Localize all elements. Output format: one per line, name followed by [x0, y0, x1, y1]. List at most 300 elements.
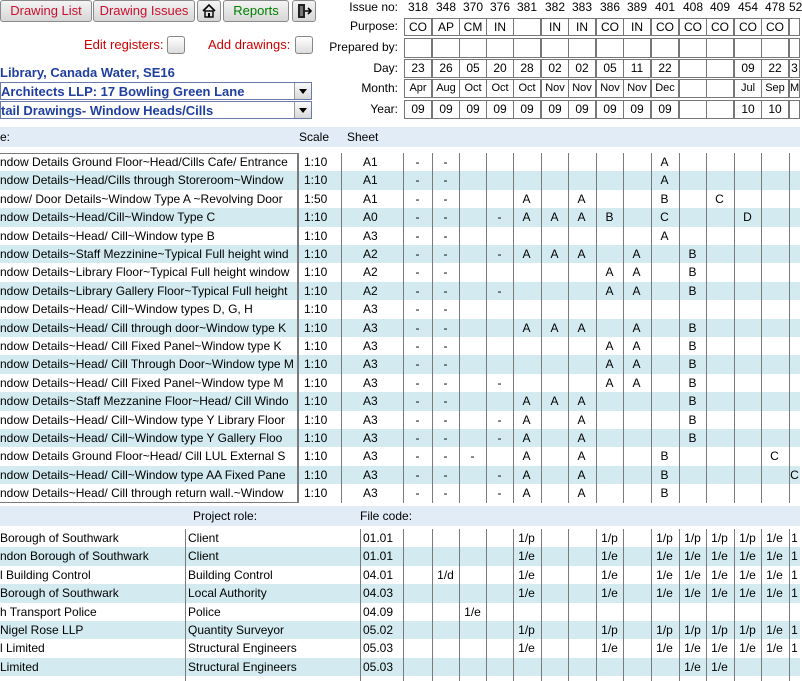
revision-cell[interactable]: -: [415, 320, 420, 335]
issue-month[interactable]: M: [789, 79, 800, 98]
distribution-cell[interactable]: 1/e: [766, 567, 783, 582]
revision-cell[interactable]: -: [443, 486, 448, 501]
revision-cell[interactable]: -: [497, 283, 502, 298]
issue-year[interactable]: 09: [651, 100, 679, 119]
distribution-cell[interactable]: 1/p: [711, 531, 728, 545]
distribution-cell[interactable]: 1/e: [766, 623, 783, 637]
distribution-cell[interactable]: 1/e: [518, 586, 535, 601]
drawing-scale: 1:10: [304, 357, 328, 372]
issue-year[interactable]: [789, 100, 800, 119]
issue-year[interactable]: [706, 100, 734, 119]
issue-day[interactable]: 02: [541, 59, 569, 78]
issue-number: 376: [489, 0, 511, 14]
revision-cell[interactable]: -: [443, 228, 448, 243]
edit-registers-checkbox[interactable]: [167, 36, 185, 54]
distribution-cell[interactable]: 1/e: [464, 604, 481, 619]
distribution-cell[interactable]: 1/e: [656, 567, 673, 582]
issue-number: 401: [654, 0, 676, 14]
distribution-cell[interactable]: 1/p: [711, 623, 728, 637]
distribution-cell[interactable]: 1/e: [766, 531, 783, 545]
list-item[interactable]: [0, 639, 800, 657]
revision-cell[interactable]: A: [577, 431, 586, 445]
drawing-title[interactable]: ndow Details~Staff Mezzanine Floor~Head/ Cill Windo: [0, 394, 289, 409]
revision-cell[interactable]: A: [522, 467, 531, 482]
issue-purpose[interactable]: CO: [596, 18, 624, 36]
edit-registers-label: Edit registers:: [84, 37, 164, 52]
revision-cell[interactable]: A: [632, 357, 641, 372]
revision-cell[interactable]: A: [577, 320, 586, 335]
issue-year[interactable]: 09: [568, 100, 596, 119]
revision-cell[interactable]: -: [415, 357, 420, 372]
drawing-scale: 1:10: [304, 173, 328, 188]
issue-month[interactable]: Nov: [541, 79, 569, 98]
revision-cell[interactable]: C: [715, 191, 724, 206]
issue-purpose[interactable]: IN: [486, 18, 514, 36]
distribution-cell[interactable]: 1/e: [601, 567, 618, 582]
issue-day[interactable]: [706, 59, 734, 78]
chevron-down-icon[interactable]: [294, 102, 311, 118]
revision-cell[interactable]: A: [522, 191, 531, 206]
distribution-cell[interactable]: 1/e: [684, 567, 701, 582]
drawing-title[interactable]: ndow Details~Head/ Cill through return wall.~Window: [0, 486, 284, 501]
distribution-cell[interactable]: 1/p: [684, 623, 701, 637]
revision-cell[interactable]: B: [688, 265, 697, 280]
drawing-title[interactable]: ndow Details~Head/Cills through Storeroom~Window: [0, 173, 284, 188]
revision-cell[interactable]: A: [522, 247, 531, 261]
revision-cell[interactable]: A: [577, 394, 586, 409]
distribution-cell[interactable]: 1/p: [656, 531, 673, 545]
issue-month[interactable]: Dec: [651, 79, 679, 98]
issue-year[interactable]: 09: [623, 100, 651, 119]
revision-cell[interactable]: -: [443, 155, 448, 169]
architect-select[interactable]: [0, 82, 312, 100]
drawing-title[interactable]: ndow Details~Library Gallery Floor~Typical Full height: [0, 283, 288, 298]
grid-line: [623, 153, 624, 503]
drawing-scale: 1:10: [304, 394, 328, 409]
distribution-cell[interactable]: 1/e: [739, 586, 756, 601]
drawing-sheet: A0: [363, 210, 378, 225]
revision-cell[interactable]: -: [443, 431, 448, 445]
issue-prepared-by[interactable]: [486, 38, 514, 58]
issue-month[interactable]: Oct: [459, 79, 487, 98]
project-role-column-header: Project role:: [193, 509, 258, 523]
distribution-cell[interactable]: 1/e: [601, 641, 618, 656]
issue-prepared-by[interactable]: [789, 38, 800, 58]
revision-cell[interactable]: B: [688, 357, 697, 372]
distribution-cell[interactable]: 1/e: [518, 549, 535, 564]
exit-button[interactable]: [292, 0, 316, 22]
issue-day[interactable]: 22: [651, 59, 679, 78]
issue-day[interactable]: 11: [623, 59, 651, 78]
issue-year[interactable]: 09: [459, 100, 487, 119]
drawing-sheet: A3: [363, 449, 378, 464]
drawing-sheet: A2: [363, 265, 378, 280]
revision-cell[interactable]: -: [415, 210, 420, 225]
issue-month[interactable]: Apr: [404, 79, 432, 98]
revision-cell[interactable]: A: [577, 247, 586, 261]
revision-cell[interactable]: A: [605, 283, 614, 298]
issue-day[interactable]: 09: [734, 59, 762, 78]
issue-day[interactable]: [679, 59, 707, 78]
issue-prepared-by[interactable]: [459, 38, 487, 58]
list-item[interactable]: [0, 584, 800, 602]
revision-cell[interactable]: -: [443, 412, 448, 427]
revision-cell[interactable]: -: [443, 173, 448, 188]
distribution-cell[interactable]: 1/e: [601, 586, 618, 601]
revision-cell[interactable]: B: [688, 431, 697, 445]
distribution-cell[interactable]: 1/e: [739, 567, 756, 582]
drawing-title[interactable]: ndow Details~Library Floor~Typical Full height window: [0, 265, 290, 280]
issue-prepared-by[interactable]: [734, 38, 762, 58]
recipient-name: Limited: [0, 659, 39, 674]
revision-cell[interactable]: -: [415, 155, 420, 169]
issue-month[interactable]: [706, 79, 734, 98]
add-drawings-checkbox[interactable]: [295, 36, 313, 54]
distribution-cell[interactable]: 1/e: [766, 549, 783, 564]
revision-cell[interactable]: -: [443, 265, 448, 280]
issue-prepared-by[interactable]: [596, 38, 624, 58]
drawing-list-button[interactable]: Drawing List: [0, 0, 92, 22]
revision-cell[interactable]: -: [415, 173, 420, 188]
issue-year[interactable]: 09: [596, 100, 624, 119]
list-item[interactable]: [0, 658, 800, 676]
distribution-cell[interactable]: 1: [791, 531, 798, 545]
distribution-cell[interactable]: 1/p: [739, 531, 756, 545]
issue-day[interactable]: 22: [761, 59, 789, 78]
distribution-cell[interactable]: 1/p: [518, 531, 535, 545]
issue-year[interactable]: 09: [541, 100, 569, 119]
issue-purpose[interactable]: [513, 18, 541, 36]
issue-prepared-by[interactable]: [651, 38, 679, 58]
revision-cell[interactable]: -: [443, 394, 448, 409]
drawing-title[interactable]: ndow Details~Head/ Cill through door~Window type K: [0, 320, 287, 335]
revision-cell[interactable]: B: [660, 191, 669, 206]
revision-cell[interactable]: -: [415, 283, 420, 298]
revision-cell[interactable]: A: [605, 375, 614, 390]
revision-cell[interactable]: C: [660, 210, 669, 225]
distribution-cell[interactable]: 1/p: [601, 531, 618, 545]
distribution-cell[interactable]: 1/e: [656, 549, 673, 564]
issue-day[interactable]: 05: [596, 59, 624, 78]
distribution-cell[interactable]: 1/e: [711, 567, 728, 582]
revision-cell[interactable]: A: [550, 320, 559, 335]
home-button[interactable]: [197, 0, 221, 22]
grid-line: [432, 153, 433, 503]
issue-prepared-by[interactable]: [568, 38, 596, 58]
revision-cell[interactable]: A: [632, 339, 641, 353]
revision-cell[interactable]: -: [443, 339, 448, 353]
revision-cell[interactable]: -: [470, 449, 475, 464]
issue-year[interactable]: [679, 100, 707, 119]
distribution-cell[interactable]: 1/e: [711, 549, 728, 564]
drawing-title[interactable]: ndow Details~Head/ Cill~Window type Y Library Floor: [0, 412, 286, 427]
chevron-down-icon[interactable]: [294, 83, 311, 99]
revision-cell[interactable]: -: [415, 467, 420, 482]
revision-cell[interactable]: A: [577, 486, 586, 501]
revision-cell[interactable]: B: [688, 412, 697, 427]
issue-purpose[interactable]: CO: [734, 18, 762, 36]
issue-day[interactable]: 20: [486, 59, 514, 78]
revision-cell[interactable]: A: [577, 210, 586, 225]
issue-month[interactable]: Nov: [623, 79, 651, 98]
revision-cell[interactable]: A: [550, 210, 559, 225]
revision-cell[interactable]: B: [688, 320, 697, 335]
distribution-cell[interactable]: 1/e: [766, 641, 783, 656]
drawing-title[interactable]: ndow Details~Head/ Cill~Window type B: [0, 228, 215, 243]
drawing-table-header: [0, 127, 800, 147]
revision-cell[interactable]: -: [497, 210, 502, 225]
toolbar: [0, 0, 322, 24]
distribution-cell[interactable]: 1/e: [518, 567, 535, 582]
drawing-title[interactable]: ndow Details~Staff Mezzinine~Typical Full height wind: [0, 247, 289, 261]
revision-cell[interactable]: A: [605, 357, 614, 372]
revision-cell[interactable]: A: [632, 375, 641, 390]
revision-cell[interactable]: -: [443, 320, 448, 335]
revision-cell[interactable]: -: [443, 302, 448, 317]
revision-cell[interactable]: A: [660, 173, 669, 188]
revision-cell[interactable]: -: [443, 449, 448, 464]
recipient-file-code: 04.09: [363, 604, 394, 619]
drawing-title[interactable]: ndow/ Door Details~Window Type A ~Revolving Door: [0, 191, 283, 206]
revision-cell[interactable]: A: [660, 155, 669, 169]
issue-day[interactable]: 28: [513, 59, 541, 78]
revision-cell[interactable]: -: [415, 449, 420, 464]
revision-cell[interactable]: A: [632, 320, 641, 335]
revision-cell[interactable]: -: [497, 486, 502, 501]
revision-cell[interactable]: C: [770, 449, 779, 464]
list-item[interactable]: [0, 566, 800, 584]
issue-purpose[interactable]: IN: [541, 18, 569, 36]
distribution-cell[interactable]: 1/e: [711, 659, 728, 674]
issue-month[interactable]: Jul: [734, 79, 762, 98]
drawing-title[interactable]: ndow Details~Head/ Cill Through Door~Window type M: [0, 357, 294, 372]
distribution-cell[interactable]: 1/e: [684, 641, 701, 656]
revision-cell[interactable]: B: [688, 283, 697, 298]
revision-cell[interactable]: A: [522, 210, 531, 225]
distribution-cell[interactable]: 1/e: [739, 549, 756, 564]
issue-day[interactable]: 05: [459, 59, 487, 78]
drawing-title[interactable]: ndow Details~Head/Cill~Window Type C: [0, 210, 216, 225]
revision-cell[interactable]: -: [415, 339, 420, 353]
revision-cell[interactable]: -: [497, 431, 502, 445]
revision-cell[interactable]: B: [660, 449, 669, 464]
issue-prepared-by[interactable]: [761, 38, 789, 58]
revision-cell[interactable]: A: [522, 412, 531, 427]
drawing-title[interactable]: ndow Details~Head/ Cill~Window type AA Fixed Pane: [0, 467, 286, 482]
distribution-cell[interactable]: 1/p: [684, 531, 701, 545]
file-code-column-header: File code:: [360, 509, 413, 523]
revision-cell[interactable]: B: [688, 339, 697, 353]
drawing-scale: 1:10: [304, 228, 328, 243]
distribution-cell[interactable]: 1/e: [656, 586, 673, 601]
grid-line: [761, 529, 762, 681]
issue-purpose[interactable]: CM: [459, 18, 487, 36]
distribution-cell[interactable]: 1/e: [518, 641, 535, 656]
revision-cell[interactable]: -: [415, 228, 420, 243]
revision-cell[interactable]: -: [415, 375, 420, 390]
revision-cell[interactable]: A: [522, 431, 531, 445]
recipient-name: Borough of Southwark: [0, 586, 119, 601]
revision-cell[interactable]: A: [522, 394, 531, 409]
revision-cell[interactable]: B: [605, 210, 614, 225]
issue-purpose[interactable]: [789, 18, 800, 36]
drawing-title[interactable]: ndow Details Ground Floor~Head/ Cill LUL External S: [0, 449, 286, 464]
drawing-title[interactable]: ndow Details~Head/ Cill Fixed Panel~Window type M: [0, 375, 284, 390]
recipient-role: Structural Engineers: [188, 659, 297, 674]
revision-cell[interactable]: -: [497, 467, 502, 482]
distribution-cell[interactable]: 1: [791, 623, 798, 637]
revision-cell[interactable]: A: [577, 412, 586, 427]
reports-button[interactable]: Reports: [223, 0, 289, 22]
drawing-sheet: A3: [363, 412, 378, 427]
issue-prepared-by[interactable]: [706, 38, 734, 58]
issue-prepared-by[interactable]: [513, 38, 541, 58]
month-label: Month:: [361, 81, 398, 95]
distribution-cell[interactable]: 1/e: [739, 641, 756, 656]
issue-month[interactable]: Nov: [568, 79, 596, 98]
revision-cell[interactable]: B: [688, 247, 697, 261]
grid-line: [734, 153, 735, 503]
distribution-cell[interactable]: 1/e: [711, 641, 728, 656]
distribution-cell[interactable]: 1/e: [684, 549, 701, 564]
grid-line: [651, 153, 652, 503]
issue-year[interactable]: 09: [486, 100, 514, 119]
revision-cell[interactable]: -: [415, 302, 420, 317]
revision-cell[interactable]: A: [605, 265, 614, 280]
revision-cell[interactable]: -: [497, 247, 502, 261]
revision-cell[interactable]: B: [660, 486, 669, 501]
distribution-cell[interactable]: 1/e: [684, 586, 701, 601]
issue-purpose[interactable]: IN: [623, 18, 651, 36]
revision-cell[interactable]: B: [688, 375, 697, 390]
revision-cell[interactable]: A: [522, 320, 531, 335]
distribution-cell[interactable]: 1/p: [518, 623, 535, 637]
list-item[interactable]: [0, 547, 800, 565]
revision-cell[interactable]: D: [743, 210, 752, 225]
revision-cell[interactable]: A: [522, 449, 531, 464]
issue-day[interactable]: 23: [404, 59, 432, 78]
distribution-cell[interactable]: 1/p: [739, 623, 756, 637]
revision-cell[interactable]: A: [577, 191, 586, 206]
issue-month[interactable]: Nov: [596, 79, 624, 98]
revision-cell[interactable]: A: [522, 486, 531, 501]
issue-day[interactable]: 3: [789, 59, 800, 78]
issue-month[interactable]: Sep: [761, 79, 789, 98]
revision-cell[interactable]: B: [660, 467, 669, 482]
list-item[interactable]: [0, 603, 800, 621]
issue-purpose[interactable]: CO: [679, 18, 707, 36]
issue-month[interactable]: [679, 79, 707, 98]
revision-cell[interactable]: A: [550, 247, 559, 261]
distribution-cell[interactable]: 1/e: [601, 549, 618, 564]
drawing-issues-button[interactable]: Drawing Issues: [93, 0, 195, 22]
distribution-cell[interactable]: 1/e: [656, 641, 673, 656]
issue-month[interactable]: Aug: [432, 79, 460, 98]
revision-cell[interactable]: -: [497, 375, 502, 390]
revision-cell[interactable]: -: [415, 394, 420, 409]
distribution-cell[interactable]: 1/d: [437, 567, 454, 582]
list-item[interactable]: [0, 529, 800, 547]
revision-cell[interactable]: B: [688, 394, 697, 409]
revision-cell[interactable]: -: [415, 431, 420, 445]
issue-year[interactable]: 09: [432, 100, 460, 119]
revision-cell[interactable]: A: [632, 265, 641, 280]
distribution-cell[interactable]: 1/e: [766, 586, 783, 601]
issue-purpose[interactable]: CO: [706, 18, 734, 36]
distribution-cell[interactable]: 1: [791, 567, 798, 582]
distribution-cell[interactable]: 1: [791, 586, 798, 601]
issue-purpose[interactable]: CO: [404, 18, 432, 36]
revision-cell[interactable]: -: [415, 265, 420, 280]
issue-prepared-by[interactable]: [432, 38, 460, 58]
revision-cell[interactable]: A: [577, 467, 586, 482]
revision-cell[interactable]: -: [415, 412, 420, 427]
grid-line: [706, 529, 707, 681]
distribution-cell[interactable]: 1/p: [656, 623, 673, 637]
revision-cell[interactable]: -: [415, 486, 420, 501]
revision-cell[interactable]: -: [415, 191, 420, 206]
issue-year[interactable]: 10: [734, 100, 762, 119]
issue-purpose[interactable]: IN: [568, 18, 596, 36]
issue-prepared-by[interactable]: [623, 38, 651, 58]
revision-cell[interactable]: A: [632, 247, 641, 261]
issue-month[interactable]: Oct: [513, 79, 541, 98]
revision-cell[interactable]: -: [443, 247, 448, 261]
issue-purpose[interactable]: CO: [761, 18, 789, 36]
drawing-set-select[interactable]: [0, 101, 312, 119]
issue-prepared-by[interactable]: [679, 38, 707, 58]
revision-cell[interactable]: -: [443, 210, 448, 225]
drawing-title[interactable]: ndow Details~Head/ Cill~Window type Y Gallery Floo: [0, 431, 283, 445]
issue-purpose[interactable]: CO: [651, 18, 679, 36]
revision-cell[interactable]: -: [443, 191, 448, 206]
list-item[interactable]: [0, 621, 800, 639]
issue-month[interactable]: Oct: [486, 79, 514, 98]
revision-cell[interactable]: A: [605, 339, 614, 353]
revision-cell[interactable]: -: [415, 247, 420, 261]
revision-cell[interactable]: -: [443, 467, 448, 482]
revision-cell[interactable]: -: [443, 375, 448, 390]
revision-cell[interactable]: A: [660, 228, 669, 243]
distribution-cell[interactable]: 1: [791, 641, 798, 656]
issue-year[interactable]: 10: [761, 100, 789, 119]
revision-cell[interactable]: C: [790, 467, 799, 482]
revision-cell[interactable]: A: [550, 394, 559, 409]
issue-year[interactable]: 09: [404, 100, 432, 119]
grid-line: [541, 153, 542, 503]
distribution-cell[interactable]: 1/e: [684, 659, 701, 674]
drawing-title[interactable]: ndow Details Ground Floor~Head/Cills Cafe/ Entrance: [0, 155, 288, 169]
distribution-cell[interactable]: 1: [791, 549, 798, 564]
issue-number: 383: [571, 0, 593, 14]
revision-cell[interactable]: -: [443, 357, 448, 372]
revision-cell[interactable]: -: [443, 283, 448, 298]
distribution-cell[interactable]: 1/e: [711, 586, 728, 601]
distribution-cell[interactable]: 1/p: [601, 623, 618, 637]
revision-cell[interactable]: A: [632, 283, 641, 298]
drawing-title[interactable]: ndow Details~Head/ Cill Fixed Panel~Window type K: [0, 339, 282, 353]
revision-cell[interactable]: -: [497, 412, 502, 427]
issue-day[interactable]: 26: [432, 59, 460, 78]
revision-cell[interactable]: A: [577, 449, 586, 464]
issue-day[interactable]: 02: [568, 59, 596, 78]
issue-prepared-by[interactable]: [404, 38, 432, 58]
issue-purpose[interactable]: AP: [432, 18, 460, 36]
grid-line: [568, 529, 569, 681]
issue-year[interactable]: 09: [513, 100, 541, 119]
drawing-title[interactable]: ndow Details~Head/ Cill~Window types D, G, H: [0, 302, 253, 317]
issue-prepared-by[interactable]: [541, 38, 569, 58]
